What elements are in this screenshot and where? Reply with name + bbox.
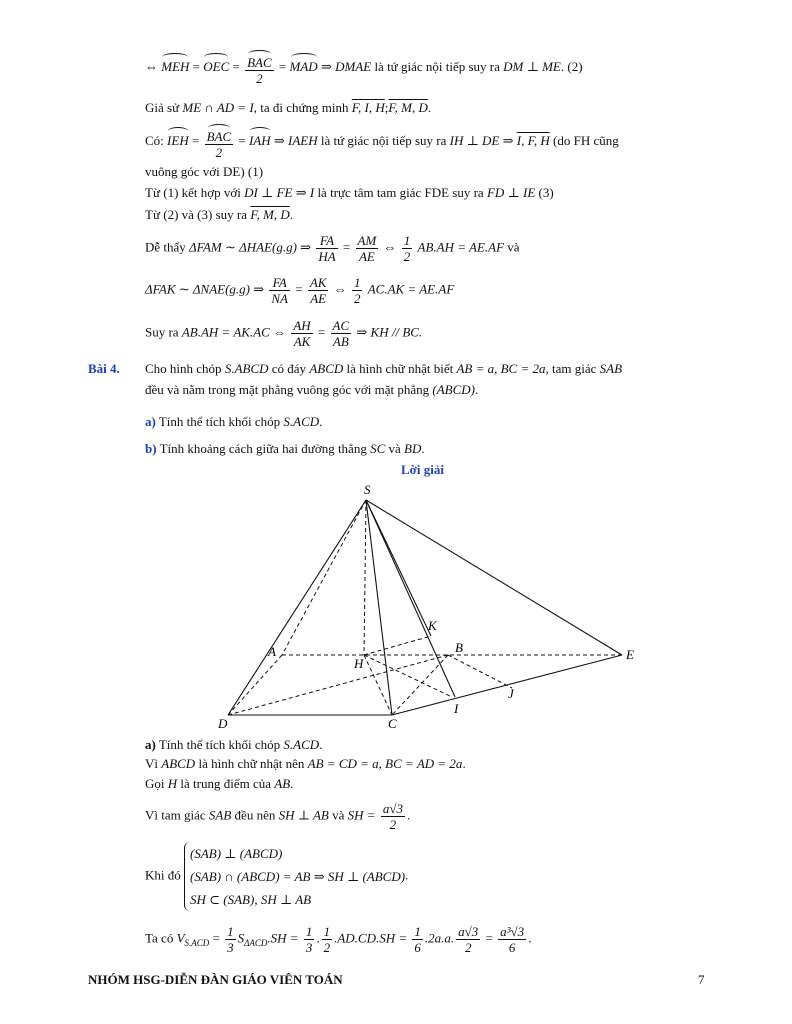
numerator: 1 [403,233,411,248]
fraction [498,924,526,955]
text: = [317,324,326,340]
math: (ABCD) [432,382,476,397]
angle-meh: MEH [161,53,189,76]
text: . [289,207,293,222]
math: AB.AH = AK.AC ⇔ [181,324,287,340]
numerator: 1 [353,275,361,290]
text: (3) [538,185,554,200]
math: AB [274,776,291,791]
denominator: 2 [464,940,472,955]
text: vuông góc với DE) (1) [145,164,264,179]
equation-system [184,842,405,911]
math: V [176,930,185,946]
footer-title: NHÓM HSG-DIỄN ĐÀN GIÁO VIÊN TOÁN [88,972,343,987]
fraction [304,924,315,955]
label-h: H [354,656,364,671]
text: Tính thể tích khối chóp [158,737,281,752]
solution-part-a [145,736,322,754]
edge-sb [366,500,455,697]
denominator: 6 [414,940,421,955]
text: = [342,239,351,255]
math: ΔFAK ∼ ΔNAE(g.g) ⇒ [145,281,265,297]
fraction [456,924,480,955]
collinear-fmd: F, M, D [388,100,428,115]
text: (do FH cũng [553,132,619,148]
label-b: B [455,640,463,655]
text: đều và nằm trong mặt phẳng vuông góc với mặt phẳng [145,382,430,397]
angle-bac: BAC [207,124,232,144]
text: , [494,361,498,376]
text: ; [384,100,389,115]
angle-bac: BAC [247,50,272,70]
denominator: 6 [508,940,516,955]
math: ⇒ DMAE [320,58,372,74]
text: Dễ thấy [145,239,186,255]
denominator: HA [318,249,336,264]
math: .SH = [267,930,299,946]
denominator: 2 [389,817,397,832]
math: ME ∩ AD = I [182,100,254,115]
text: . [316,930,320,946]
denominator: 2 [353,291,361,306]
text: ⇔ [333,281,347,297]
edge-hk [364,636,431,655]
denominator: 3 [305,940,313,955]
text: . [421,441,425,456]
numerator: FA [269,275,290,291]
edge-se [366,500,622,655]
text: = [278,58,287,74]
numerator: AC [332,318,350,333]
numerator: AK [309,275,327,290]
numerator: a√3 [382,801,403,816]
text: = [192,58,201,74]
denominator: 3 [227,940,234,955]
text: . [319,737,323,752]
math: BC = 2a [500,361,546,376]
solution-title: Lời giải [401,462,444,477]
denominator: AK [293,334,311,349]
collinear-ifh: I, F, H [516,132,550,148]
label-i: I [454,701,459,716]
text: . [475,382,479,397]
edge-hc [364,655,392,715]
text: . (2) [560,58,583,74]
math: BD [404,441,422,456]
angle-mad: MAD [290,53,318,76]
math: AB.AH = AE.AF [417,239,505,255]
text: Gọi [145,776,165,791]
text: . [319,414,323,429]
text: Suy ra [145,324,179,340]
denominator: 2 [403,249,411,264]
collinear-fih: F, I, H [351,100,385,115]
angle-ieh: IEH [167,127,189,150]
text: là tứ giác nội tiếp suy ra [320,132,447,148]
text: là trung điểm của [180,776,271,791]
question-label: b) [145,441,157,456]
math: ABCD [161,756,196,771]
numerator: 1 [227,924,234,939]
text: là trực tâm tam giác FDE suy ra [317,185,484,200]
edge-sj [366,500,431,636]
text: = [191,132,200,148]
denominator: 2 [256,71,263,86]
denominator: AB [332,334,349,349]
label-j: J [508,686,514,701]
subscript: S.ACD [184,938,210,949]
label-c: C [388,716,397,731]
solution-line-3 [145,775,293,793]
subscript: ΔACD [244,938,268,949]
label-k: K [428,618,437,633]
text: đều nên [234,807,276,823]
edge-bj [448,655,512,688]
math: H [167,776,178,791]
text: là hình chữ nhật nên [198,756,305,771]
problem-label: Bài 4. [88,361,120,376]
numerator: 1 [323,924,331,939]
fraction [225,924,236,955]
denominator: 2 [215,145,223,160]
math: DM ⊥ ME [503,58,561,74]
text: . [405,867,409,883]
math: SH = [347,807,376,823]
system-row: (SAB) ∩ (ABCD) = AB ⇒ SH ⊥ (ABCD) [190,869,406,884]
text: , ta đi chứng minh [253,100,349,115]
text: và [507,239,520,255]
edge-ad [228,655,282,715]
math: SC [370,441,386,456]
numerator: 1 [305,924,313,939]
math: SAB [599,361,623,376]
denominator: AE [358,249,375,264]
solution-line-2 [145,755,466,773]
denominator: AE [310,291,327,306]
text: = [238,132,246,148]
text: . [406,807,411,823]
text: , [378,756,382,771]
text: ⇔ [145,58,158,74]
question-label: a) [145,737,156,752]
math: IH ⊥ DE ⇒ [449,132,514,148]
math: ⇒ IAEH [273,132,318,148]
text: Vì tam giác [145,807,206,823]
text: ⇔ [383,239,397,255]
label-a: A [268,644,276,659]
math: S.ACD [283,737,320,752]
text: = [295,281,303,297]
math: S.ABCD [224,361,269,376]
text: là hình chữ nhật biết [346,361,454,376]
numerator: AM [357,233,377,248]
math: S.ACD [283,414,320,429]
text: có đáy [271,361,307,376]
label-s: S [364,482,371,497]
angle-iah: IAH [249,127,271,150]
math: ABCD [309,361,344,376]
system-row: SH ⊂ (SAB), SH ⊥ AB [190,892,312,907]
angle-oec: OEC [203,53,229,76]
collinear-fmd: F, M, D [250,207,290,222]
text: Từ (2) và (3) suy ra [145,207,247,222]
math: ΔFAM ∼ ΔHAE(g.g) ⇒ [189,239,312,255]
text: Tính thể tích khối chóp [158,414,281,429]
math: AB = CD = a [307,756,379,771]
numerator: a³√3 [500,924,525,939]
text: . [462,756,466,771]
text: Ta có [145,930,174,946]
numerator: FA [316,233,337,249]
text: = [485,930,493,946]
fraction [322,924,333,955]
label-e: E [626,647,634,662]
system-row: (SAB) ⊥ (ABCD) [190,846,283,861]
math: FD ⊥ IE [486,185,536,200]
text: , tam giác [545,361,597,376]
text: = [232,58,240,74]
edge-sa [282,500,366,655]
text: Giả sử [145,100,180,115]
text: . [290,776,294,791]
label-d: D [218,716,228,731]
text: là tứ giác nội tiếp suy ra [374,58,500,74]
text: Tính khoảng cách giữa hai đường thẳng [159,441,367,456]
text: Có: [145,132,164,148]
edge-sh [364,500,366,655]
text: = [212,930,220,946]
math: AC.AK = AE.AF [367,281,455,297]
fraction [412,924,423,955]
page-number: 7 [698,972,705,987]
math: ⇒ KH // BC. [356,324,423,340]
question-label: a) [145,414,156,429]
solution-line-5 [145,842,408,911]
denominator: 2 [323,940,331,955]
math: DI ⊥ FE ⇒ I [244,185,315,200]
text: Từ (1) kết hợp với [145,185,241,200]
numerator: AH [293,318,311,333]
edge-sc [366,500,392,715]
text: Vì [145,756,158,771]
math: SAB [208,807,232,823]
text: . [528,930,532,946]
numerator: 1 [414,924,421,939]
text: và [332,807,345,823]
denominator: NA [271,291,289,306]
fraction [381,801,405,832]
math: SH ⊥ AB [278,807,329,823]
math: AB = a [456,361,495,376]
text: Khi đó [145,867,181,883]
math: .2a.a. [424,930,455,946]
text: . [427,100,432,115]
text: Cho hình chóp [145,361,222,376]
math: BC = AD = 2a [385,756,463,771]
solution-line-4 [145,801,410,832]
solution-line-6 [145,924,531,955]
text: và [388,441,401,456]
math: .AD.CD.SH = [334,930,408,946]
math: S [237,930,245,946]
numerator: a√3 [458,924,479,939]
